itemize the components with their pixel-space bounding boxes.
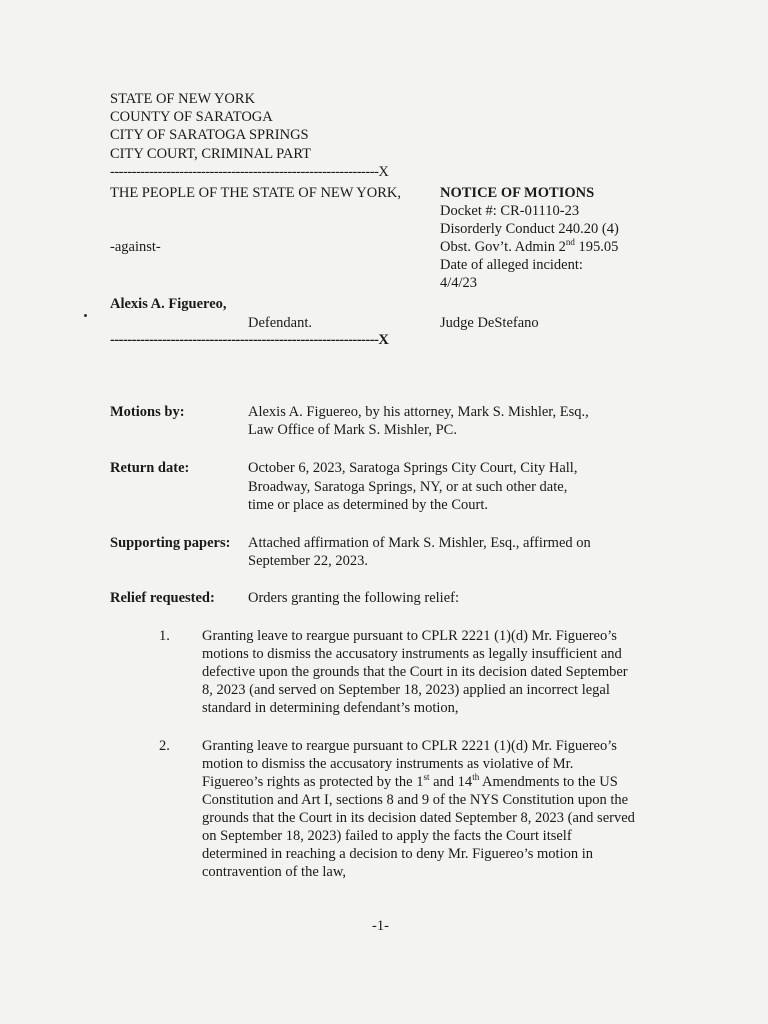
item-line [202, 774, 618, 792]
item-line: on September 18, 2023) failed to apply the facts the Court itself [202, 828, 572, 844]
ordinal-sup: th [472, 772, 480, 783]
item-number: 1. [159, 628, 170, 644]
ordinal-sup: st [423, 772, 430, 783]
incident-date: 4/4/23 [440, 275, 478, 291]
motions-by-label: Motions by: [110, 404, 185, 420]
item-text: and 14 [429, 774, 473, 790]
notice-title: NOTICE OF MOTIONS [440, 185, 595, 201]
charge-obstruction [440, 239, 618, 257]
return-date-line2: Broadway, Saratoga Springs, NY, or at such other date, [248, 479, 568, 495]
caption-plaintiff: THE PEOPLE OF THE STATE OF NEW YORK, [110, 185, 401, 201]
charge-obstruction-text: Obst. Gov’t. Admin 2 [440, 239, 566, 255]
item-line: grounds that the Court in its decision dated September 8, 2023 (and served [202, 810, 635, 826]
caption-defendant-role: Defendant. [248, 315, 313, 331]
relief-requested-label: Relief requested: [110, 590, 215, 606]
item-line: motions to dismiss the accusatory instruments as legally insufficient and [202, 646, 622, 662]
item-line: standard in determining defendant’s motion, [202, 700, 459, 716]
incident-label: Date of alleged incident: [440, 257, 583, 273]
return-date-label: Return date: [110, 460, 190, 476]
header-state: STATE OF NEW YORK [110, 91, 256, 107]
header-court: CITY COURT, CRIMINAL PART [110, 146, 312, 162]
motions-by-line1: Alexis A. Figuereo, by his attorney, Mark S. Mishler, Esq., [248, 404, 589, 420]
charge-disorderly: Disorderly Conduct 240.20 (4) [440, 221, 619, 237]
item-line: Granting leave to reargue pursuant to CPLR 2221 (1)(d) Mr. Figuereo’s [202, 738, 617, 754]
caption-divider-bottom: --------------------------------------------------------------X [110, 332, 389, 348]
motions-by-line2: Law Office of Mark S. Mishler, PC. [248, 422, 457, 438]
charge-obstruction-sup: nd [565, 237, 575, 248]
item-line: 8, 2023 (and served on September 18, 2023) applied an incorrect legal [202, 682, 610, 698]
supporting-papers-line2: September 22, 2023. [248, 553, 369, 569]
scan-speck [84, 314, 87, 317]
supporting-papers-line1: Attached affirmation of Mark S. Mishler, Esq., affirmed on [248, 535, 591, 551]
docket-number: Docket #: CR-01110-23 [440, 203, 580, 219]
item-line: determined in reaching a decision to deny Mr. Figuereo’s motion in [202, 846, 594, 862]
item-line: defective upon the grounds that the Court in its decision dated September [202, 664, 628, 680]
caption-divider-top: --------------------------------------------------------------X [110, 164, 389, 180]
return-date-line3: time or place as determined by the Court. [248, 497, 488, 513]
item-line: motion to dismiss the accusatory instruments as violative of Mr. [202, 756, 574, 772]
item-text: Amendments to the US [479, 774, 618, 790]
return-date-line1: October 6, 2023, Saratoga Springs City Court, City Hall, [248, 460, 578, 476]
judge-name: Judge DeStefano [440, 315, 539, 331]
caption-defendant-name: Alexis A. Figuereo, [110, 296, 227, 312]
item-line: contravention of the law, [202, 864, 347, 880]
header-city: CITY OF SARATOGA SPRINGS [110, 127, 309, 143]
item-number: 2. [159, 738, 170, 754]
item-line: Constitution and Art I, sections 8 and 9 of the NYS Constitution upon the [202, 792, 629, 808]
relief-requested-text: Orders granting the following relief: [248, 590, 459, 606]
item-line: Granting leave to reargue pursuant to CPLR 2221 (1)(d) Mr. Figuereo’s [202, 628, 617, 644]
caption-against: -against- [110, 239, 161, 255]
item-text: Figuereo’s rights as protected by the 1 [202, 774, 424, 790]
header-county: COUNTY OF SARATOGA [110, 109, 273, 125]
charge-obstruction-code: 195.05 [574, 239, 619, 255]
page-number: -1- [372, 918, 389, 934]
supporting-papers-label: Supporting papers: [110, 535, 231, 551]
